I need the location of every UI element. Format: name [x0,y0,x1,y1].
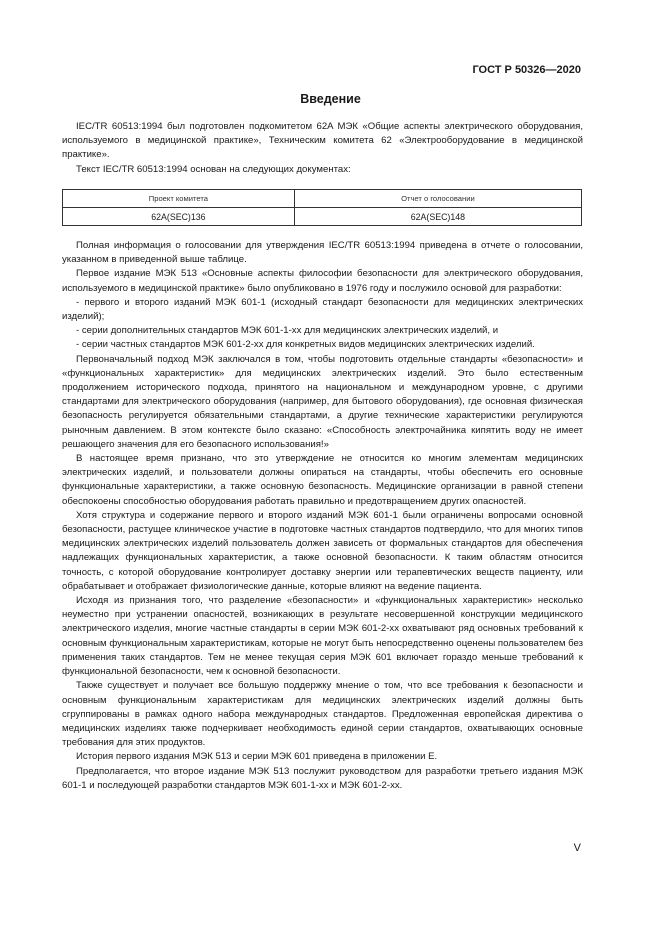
body-paragraph: Первое издание МЭК 513 «Основные аспекты философии безопасности для электрического оборудования, используемого в медицинской практике» было опубликовано в 1976 году и послужило основой для разработки: [62,268,583,294]
body-paragraph: Также существует и получает все большую поддержку мнение о том, что все требования к безопасности и основным функциональным характеристикам для медицинских электрических изделий должны быть сгруппированы в рамках одного набора международных стандартов. Предложенная европейская директива о медицинских изделиях также подчеркивает необходимость единой серии стандартов, охватывающих основные требования для этих продуктов. [62,680,583,749]
table-cell: 62A(SEC)136 [63,208,295,226]
body-paragraph: В настоящее время признано, что это утверждение не относится ко многим элементам медицинских электрических изделий, и пользователи должны опираться на стандарты, чтобы обеспечить его основные функциональные характеристики, а также основную безопасность. Медицинские организации в равной степени обеспокоены способностью оборудования работать правильно и предотвращением других опасностей. [62,453,583,507]
body-paragraph: Первоначальный подход МЭК заключался в том, чтобы подготовить отдельные стандарты «безопасности» и «функциональных характеристик» для медицинских электрических изделий. Это было естественным продолжением исторического подхода, принятого на национальном и международном уровне, с другими стандартами для электрического оборудования (например, для бытового оборудования), где основная физическая безопасность регулируется обязательными стандартами, а другие технические характеристики регулируются рыночным давлением. В этом контексте было сказано: «Способность электрочайника кипятить воду не имеет решающего значения для его безопасного использования!» [62,353,583,450]
page-number: V [573,842,581,854]
table-cell: 62A(SEC)148 [294,208,581,226]
body-text [62,239,583,793]
voting-table [62,189,582,226]
body-paragraph: Полная информация о голосовании для утверждения IEC/TR 60513:1994 приведена в отчете о голосовании, указанном в приведенной выше таблице. [62,240,583,266]
table-header-cell: Отчет о голосовании [294,190,581,208]
section-title: Введение [300,92,361,106]
list-item: - серии частных стандартов МЭК 601-2-хх для конкретных видов медицинских электрических изделий. [76,339,535,351]
table-header-cell: Проект комитета [63,190,295,208]
list-item: - первого и второго изданий МЭК 601-1 (исходный стандарт безопасности для медицинских электрических изделий); [62,296,583,323]
list-item: - серии дополнительных стандартов МЭК 601-1-хх для медицинских электрических изделий, и [76,325,499,337]
body-paragraph: История первого издания МЭК 513 и серии МЭК 601 приведена в приложении Е. [76,751,438,763]
body-paragraph: Хотя структура и содержание первого и второго изданий МЭК 601-1 были ограничены вопросами основной безопасности, растущее клиническое участие в подготовке частных стандартов подтвердило, что для многих типов медицинских электрических изделий пользователь должен зависеть от формальных стандартов для обеспечения надлежащих функциональных характеристик, а также основной безопасности. К таким областям относится точность, с которой оборудование контролирует доставку энергии или терапевтических веществ пациенту, или обрабатывает и отображает физиологические данные, которые влияют на ведение пациента. [62,509,583,592]
standard-designation: ГОСТ Р 50326—2020 [472,64,581,76]
table-row [63,208,582,226]
body-paragraph: Предполагается, что второе издание МЭК 513 послужит руководством для разработки третьего издания МЭК 601-1 и последующей разработки стандартов МЭК 601-1-хх и МЭК 601-2-хх. [62,765,583,791]
intro-paragraph: Текст IEC/TR 60513:1994 основан на следующих документах: [76,163,351,175]
intro-text [62,120,583,177]
table-header-row [63,190,582,208]
intro-paragraph: IEC/TR 60513:1994 был подготовлен подкомитетом 62A МЭК «Общие аспекты электрического оборудования, используемого в медицинской практике», Техническим комитета 62 «Электрооборудование в медицинской практике». [62,121,583,161]
body-paragraph: Исходя из признания того, что разделение «безопасности» и «функциональных характеристик» несколько неуместно при устранении опасностей, возникающих в результате несовершенной конструкции медицинского электрического изделия, многие частные стандарты в серии МЭК 601-2-хх охватывают ряд основных требований к основным функциональным характеристикам, которые не могут быть непосредственно оценены пользователем без применения таких стандартов. Тем не менее текущая серия МЭК 601 включает гораздо меньше требований к функциональной безопасности, чем к основной безопасности. [62,595,583,678]
